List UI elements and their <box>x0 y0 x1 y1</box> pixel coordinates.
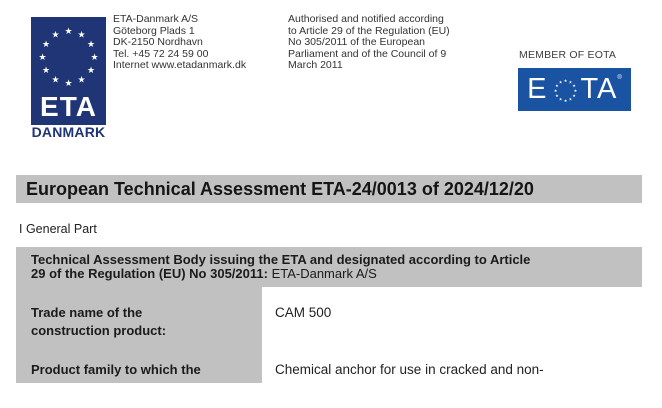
tab-bar-line2-label: 29 of the Regulation (EU) No 305/2011: <box>31 266 268 281</box>
authorisation-notice-block <box>288 14 450 72</box>
address-line: Göteborg Plads 1 <box>113 24 195 37</box>
eu-star-icon: ★ <box>90 52 99 62</box>
document-title-bar <box>16 175 642 203</box>
notice-line: Parliament and of the Council of 9 <box>288 47 447 60</box>
eu-star-icon: ★ <box>563 78 567 84</box>
notice-line: March 2011 <box>288 59 343 72</box>
eu-star-icon: ★ <box>51 29 60 40</box>
trade-name-value-cell: CAM 500 <box>275 305 332 320</box>
eu-star-icon: ★ <box>86 39 96 49</box>
eta-logo-text: ETA <box>40 91 97 122</box>
danmark-label: DANMARK <box>31 124 106 140</box>
eu-star-icon: ★ <box>86 65 96 75</box>
label-line: Product family to which the <box>31 362 201 377</box>
eu-star-icon: ★ <box>77 29 86 40</box>
eu-star-icon: ★ <box>64 78 73 88</box>
eu-star-icon: ★ <box>558 96 562 102</box>
tab-bar-line2 <box>31 267 642 281</box>
eu-star-icon: ★ <box>41 39 51 49</box>
eu-star-icon: ★ <box>558 79 562 85</box>
tab-bar-line1: Technical Assessment Body issuing the ETA and designated according to Article <box>31 252 531 267</box>
document-title: European Technical Assessment ETA-24/0013 of 2024/12/20 <box>26 179 534 199</box>
table-row <box>16 345 544 383</box>
eu-star-icon: ★ <box>553 88 557 93</box>
eota-logo-letter-e: E <box>527 73 548 105</box>
product-family-label-cell <box>16 345 262 383</box>
table-row <box>16 287 331 345</box>
trade-name-label-cell <box>16 287 262 345</box>
eu-star-icon: ★ <box>64 26 73 36</box>
product-family-value-cell: Chemical anchor for use in cracked and non- <box>275 362 544 377</box>
technical-assessment-body-bar <box>16 247 642 287</box>
issuer-address-block <box>113 14 246 72</box>
member-of-eota-label: MEMBER OF EOTA <box>519 49 617 61</box>
label-line: Trade name of the <box>31 305 143 320</box>
section-heading-general-part: I General Part <box>19 222 97 236</box>
eu-star-icon: ★ <box>38 52 47 62</box>
notice-line: Authorised and notified according <box>288 13 444 25</box>
eota-logo-letters-ta: TA <box>580 73 618 105</box>
eu-star-icon: ★ <box>41 65 51 75</box>
eota-logo <box>518 68 631 111</box>
eu-star-icon: ★ <box>554 83 559 89</box>
notice-line: to Article 29 of the Regulation (EU) <box>288 24 450 37</box>
eu-star-icon: ★ <box>568 96 572 102</box>
eu-star-icon: ★ <box>51 74 60 85</box>
address-line: Internet www.etadanmark.dk <box>113 59 247 72</box>
label-line: construction product: <box>31 323 167 338</box>
eu-star-icon: ★ <box>568 79 572 85</box>
address-line: ETA-Danmark A/S <box>113 13 198 25</box>
eu-star-icon: ★ <box>563 97 567 103</box>
eota-stars-ring-icon <box>552 77 579 104</box>
eu-star-icon: ★ <box>571 92 576 98</box>
tab-bar-line2-value: ETA-Danmark A/S <box>267 266 377 281</box>
eu-stars-circle-icon <box>31 17 106 95</box>
eu-star-icon: ★ <box>554 92 559 98</box>
eu-star-icon: ★ <box>573 88 577 93</box>
registered-trademark-icon: ® <box>617 74 622 81</box>
address-line: Tel. +45 72 24 59 00 <box>113 47 209 60</box>
eta-danmark-logo <box>31 17 106 125</box>
eu-star-icon: ★ <box>77 74 86 85</box>
notice-line: No 305/2011 of the European <box>288 36 425 49</box>
address-line: DK-2150 Nordhavn <box>113 36 203 49</box>
eu-star-icon: ★ <box>571 83 576 89</box>
